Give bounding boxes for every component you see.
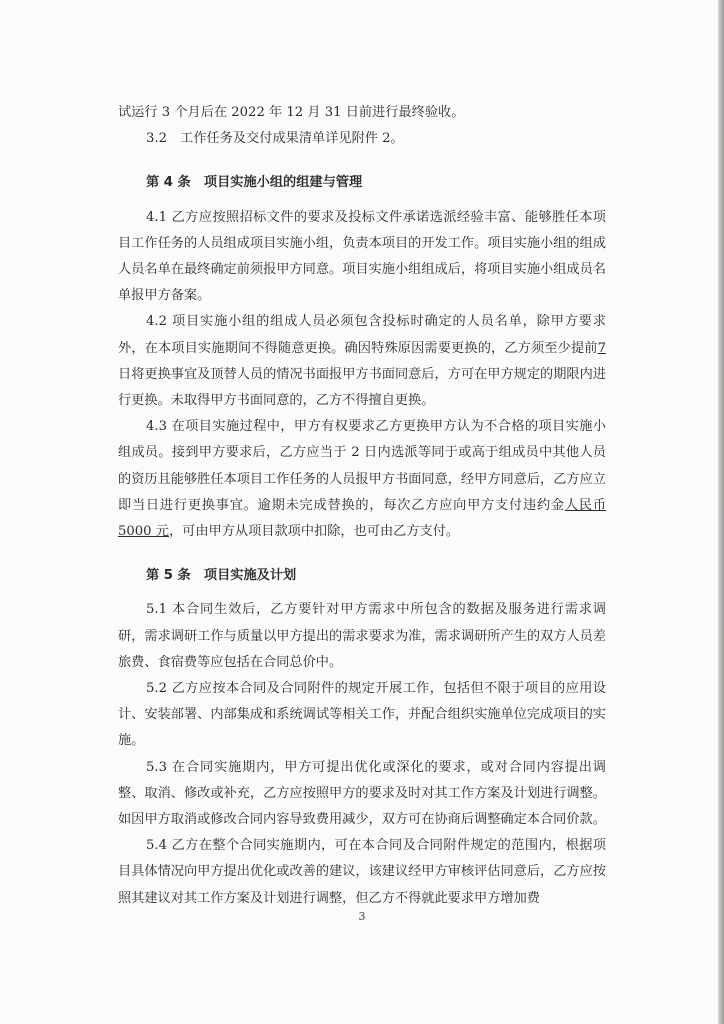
penalty-amount-value: 人民币 5000 元	[118, 497, 607, 540]
paragraph-4-2-part-b: 日将更换事宜及顶替人员的情况书面报甲方书面同意后，方可在甲方规定的期限内进行更换。未取得甲方书面同意的，乙方不得擅自更换。	[118, 366, 606, 409]
document-body	[118, 100, 606, 912]
paragraph-5-4: 5.4 乙方在整个合同实施期内，可在本合同及合同附件规定的范围内，根据项目具体情况向甲方提出优化或改善的建议，该建议经甲方审核评估同意后，乙方应按照其建议对其工作方案及计划进行调整，但乙方不得就此要求甲方增加费	[118, 838, 606, 906]
paragraph-4-3-part-a: 4.3 在项目实施过程中，甲方有权要求乙方更换甲方认为不合格的项目实施小组成员。接到甲方要求后，乙方应当于 2 日内选派等同于或高于组成员中其他人员的资历且能够胜任本项目工作任务的人员报甲方书面同意，经甲方同意后，乙方应立即当日进行更换事宜。逾期未完成替换的，每次乙方应向甲方支付违约金	[118, 419, 606, 513]
article-4-heading: 第 4 条 项目实施小组的组建与管理	[146, 175, 363, 191]
paragraph-4-3-part-b: ，可由甲方从项目款项中扣除，也可由乙方支付。	[168, 524, 460, 540]
page-number: 3	[358, 910, 366, 923]
paragraph-5-1: 5.1 本合同生效后，乙方要针对甲方需求中所包含的数据及服务进行需求调研，需求调研工作与质量以甲方提出的需求要求为准，需求调研所产生的双方人员差旅费、食宿费等应包括在合同总价中。	[118, 602, 606, 670]
paragraph-4-2-part-a: 4.2 项目实施小组的组成人员必须包含投标时确定的人员名单，除甲方要求外，在本项目实施期间不得随意更换。确因特殊原因需要更换的，乙方须至少提前	[118, 314, 606, 356]
notice-days-value: 7	[597, 340, 606, 356]
paragraph-4-1: 4.1 乙方应按照招标文件的要求及投标文件承诺选派经验丰富、能够胜任本项目工作任务的人员组成项目实施小组，负责本项目的开发工作。项目实施小组的组成人员名单在最终确定前须报甲方同意。项目实施小组组成后，将项目实施小组成员名单报甲方备案。	[118, 209, 606, 304]
page-binding-edge	[718, 0, 724, 1024]
text-line: 试运行 3 个月后在 2022 年 12 月 31 日前进行最终验收。	[118, 105, 465, 120]
paragraph-4-2	[118, 309, 606, 414]
text-line: 3.2 工作任务及交付成果清单详见附件 2。	[146, 131, 404, 147]
paragraph-4-3	[118, 414, 606, 545]
paragraph-5-3: 5.3 在合同实施期内，甲方可提出优化或深化的要求，或对合同内容提出调整、取消、修改或补充，乙方应按照甲方的要求及时对其工作方案及计划进行调整。如因甲方取消或修改合同内容导致费用减少，双方可在协商后调整确定本合同价款。	[118, 759, 606, 828]
article-5-heading: 第 5 条 项目实施及计划	[146, 568, 297, 584]
paragraph-5-2: 5.2 乙方应按本合同及合同附件的规定开展工作，包括但不限于项目的应用设计、安装部署、内部集成和系统调试等相关工作，并配合组织实施单位完成项目的实施。	[118, 681, 606, 749]
